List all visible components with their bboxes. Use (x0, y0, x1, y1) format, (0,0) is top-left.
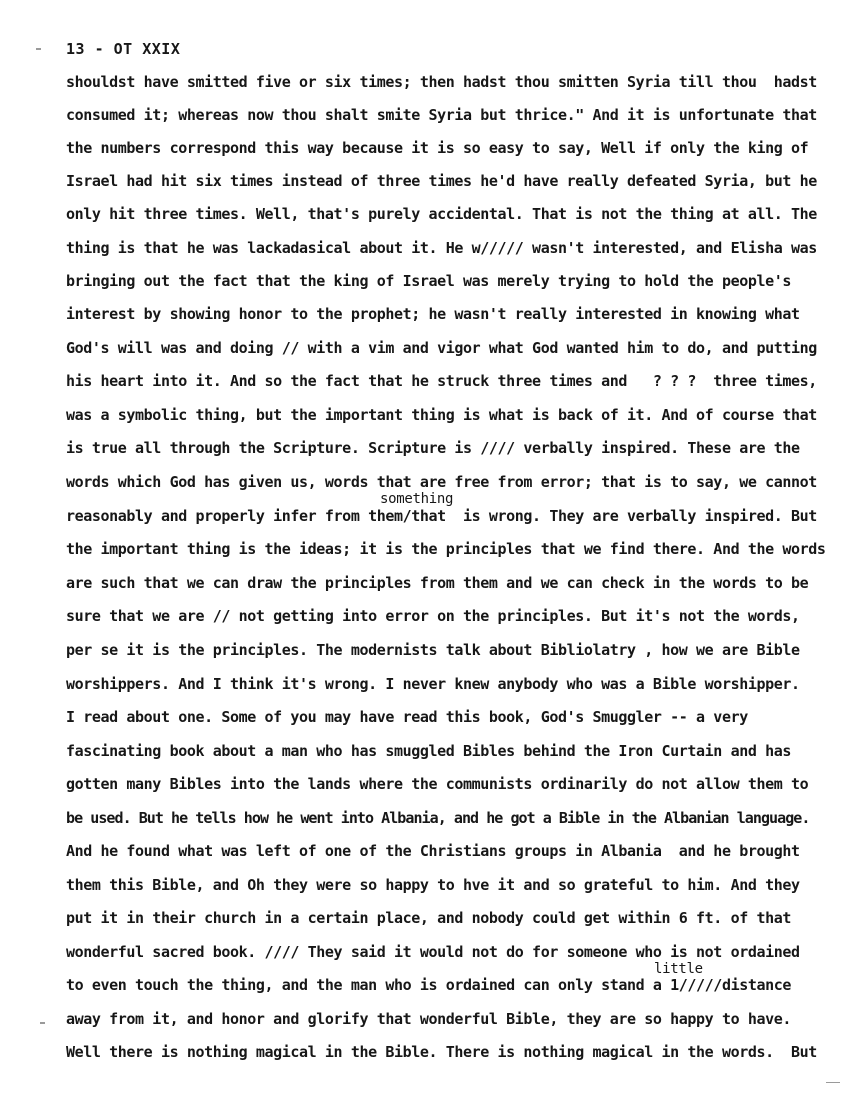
text-line: only hit three times. Well, that's purely accidental. That is not the thing at all. The (66, 205, 817, 223)
margin-mark (40, 1022, 45, 1024)
text-line: reasonably and properly infer from them/that is wrong. They are verbally inspired. But (66, 507, 817, 525)
interlinear-insertion: something (380, 491, 454, 507)
text-line: be used. But he tells how he went into Albania, and he got a Bible in the Albanian language. (66, 809, 810, 827)
page-header: 13 - OT XXIX (66, 40, 181, 58)
text-line: are such that we can draw the principles from them and we can check in the words to be (66, 574, 809, 592)
text-line: the numbers correspond this way because it is so easy to say, Well if only the king of (66, 139, 809, 157)
text-line: I read about one. Some of you may have read this book, God's Smuggler -- a very (66, 708, 748, 726)
text-line: them this Bible, and Oh they were so happy to hve it and so grateful to him. And they (66, 876, 800, 894)
text-line: Israel had hit six times instead of three times he'd have really defeated Syria, but he (66, 172, 817, 190)
margin-mark (36, 48, 41, 50)
text-line: away from it, and honor and glorify that wonderful Bible, they are so happy to have. (66, 1010, 791, 1028)
text-line: interest by showing honor to the prophet; he wasn't really interested in knowing what (66, 305, 800, 323)
text-line: sure that we are // not getting into error on the principles. But it's not the words, (66, 607, 800, 625)
text-line: worshippers. And I think it's wrong. I never knew anybody who was a Bible worshipper. (66, 675, 800, 693)
text-line: God's will was and doing // with a vim and vigor what God wanted him to do, and putting (66, 339, 817, 357)
text-line: the important thing is the ideas; it is the principles that we find there. And the words (66, 540, 826, 558)
interlinear-insertion: little (654, 961, 703, 977)
text-line: words which God has given us, words that are free from error; that is to say, we cannot (66, 473, 817, 491)
text-line: is true all through the Scripture. Scripture is //// verbally inspired. These are the (66, 439, 800, 457)
text-line: thing is that he was lackadasical about it. He w///// wasn't interested, and Elisha was (66, 239, 817, 257)
text-line: put it in their church in a certain place, and nobody could get within 6 ft. of that (66, 909, 791, 927)
text-line: wonderful sacred book. //// They said it would not do for someone who is not ordained (66, 943, 800, 961)
text-line: And he found what was left of one of the Christians groups in Albania and he brought (66, 842, 800, 860)
text-line: Well there is nothing magical in the Bible. There is nothing magical in the words. But (66, 1043, 817, 1061)
text-line: consumed it; whereas now thou shalt smite Syria but thrice." And it is unfortunate that (66, 106, 817, 124)
margin-mark (826, 1082, 840, 1083)
text-line: per se it is the principles. The modernists talk about Bibliolatry , how we are Bible (66, 641, 800, 659)
text-line: gotten many Bibles into the lands where the communists ordinarily do not allow them to (66, 775, 809, 793)
text-line: fascinating book about a man who has smuggled Bibles behind the Iron Curtain and has (66, 742, 791, 760)
text-line: was a symbolic thing, but the important thing is what is back of it. And of course that (66, 406, 817, 424)
text-line: bringing out the fact that the king of Israel was merely trying to hold the people's (66, 272, 791, 290)
text-line: shouldst have smitted five or six times; then hadst thou smitten Syria till thou hadst (66, 73, 817, 91)
text-line: his heart into it. And so the fact that he struck three times and ? ? ? three times, (66, 372, 817, 390)
text-line: to even touch the thing, and the man who is ordained can only stand a 1/////distance (66, 976, 791, 994)
